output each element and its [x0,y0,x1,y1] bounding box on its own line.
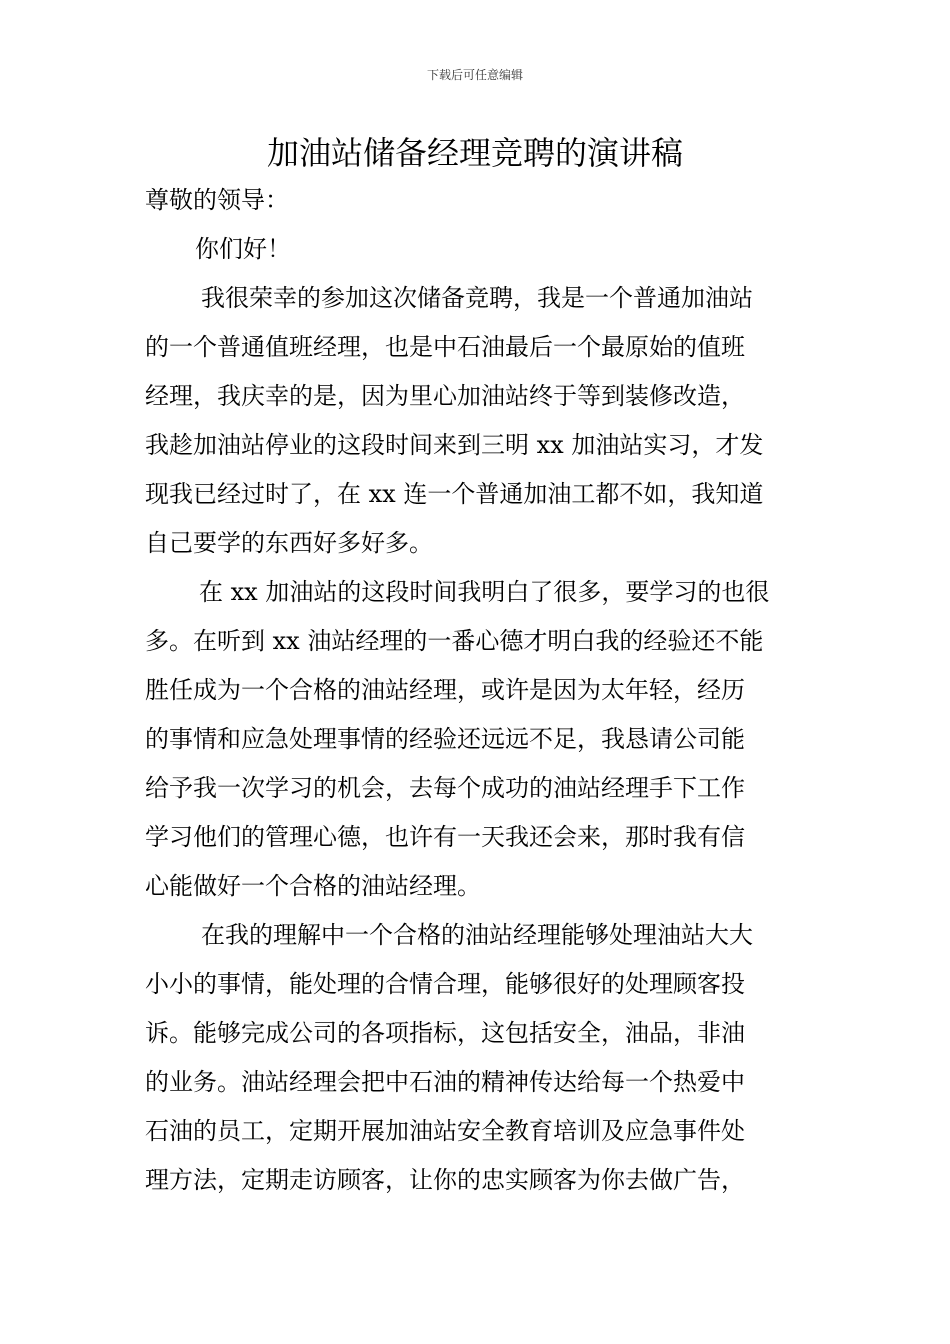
document-title: 加油站储备经理竞聘的演讲稿 [266,134,683,172]
paragraph-line: 多。在听到 xx 油站经理的一番心德才明白我的经验还不能 [145,627,764,655]
paragraph-line: 心能做好一个合格的油站经理。 [145,872,481,900]
paragraph-1 [145,274,807,568]
paragraph-line: 给予我一次学习的机会，去每个成功的油站经理手下工作 [145,774,745,802]
paragraph-line: 自己要学的东西好多好多。 [145,529,433,557]
header-note: 下载后可任意编辑 [426,68,523,82]
paragraph-line: 现我已经过时了，在 xx 连一个普通加油工都不如，我知道 [145,480,764,508]
paragraph-line: 小小的事情，能处理的合情合理，能够很好的处理顾客投 [145,970,745,998]
paragraph-line: 的一个普通值班经理，也是中石油最后一个最原始的值班 [145,333,745,361]
document-body [145,176,807,1205]
paragraph-line: 的业务。油站经理会把中石油的精神传达给每一个热爱中 [145,1068,745,1096]
salutation: 尊敬的领导： [145,186,289,214]
paragraph-line: 的事情和应急处理事情的经验还远远不足，我恳请公司能 [145,725,745,753]
greeting: 你们好！ [195,235,291,263]
paragraph-line: 我很荣幸的参加这次储备竞聘，我是一个普通加油站 [201,284,753,312]
paragraph-2 [145,568,807,911]
paragraph-line: 在 xx 加油站的这段时间我明白了很多，要学习的也很 [199,578,770,606]
paragraph-line: 学习他们的管理心德，也许有一天我还会来，那时我有信 [145,823,745,851]
paragraph-line: 诉。能够完成公司的各项指标，这包括安全，油品，非油 [145,1019,745,1047]
paragraph-line: 胜任成为一个合格的油站经理，或许是因为太年轻，经历 [145,676,745,704]
paragraph-line: 石油的员工，定期开展加油站安全教育培训及应急事件处 [145,1117,745,1145]
paragraph-line: 经理，我庆幸的是，因为里心加油站终于等到装修改造， [145,382,745,410]
paragraph-3 [145,911,807,1205]
paragraph-line: 在我的理解中一个合格的油站经理能够处理油站大大 [201,921,753,949]
paragraph-line: 我趁加油站停业的这段时间来到三明 xx 加油站实习，才发 [145,431,764,459]
paragraph-line: 理方法，定期走访顾客，让你的忠实顾客为你去做广告， [145,1166,745,1194]
